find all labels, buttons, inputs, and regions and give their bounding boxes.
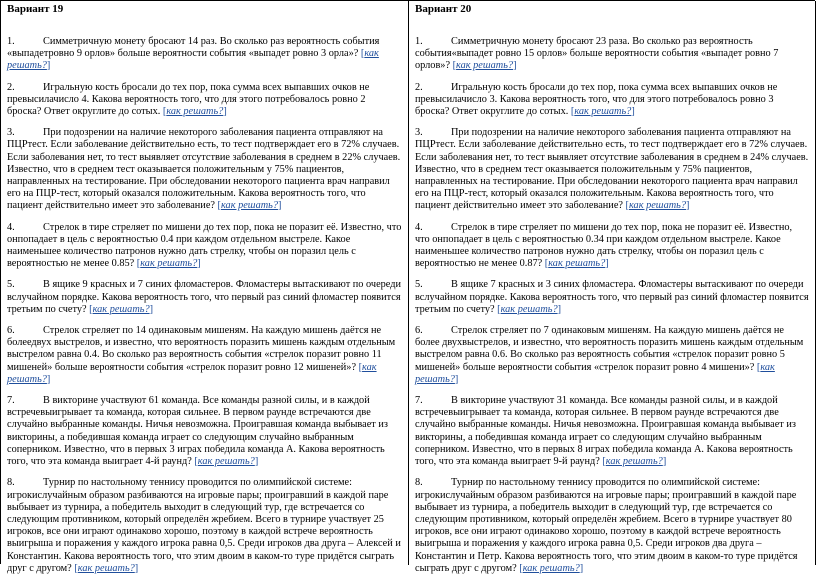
task-text: В викторине участвуют 61 команда. Все команды разной силы, и в каждой встречевыигрывает та команда, которая сильнее. В первом раунде встречаются две случайно выбранные команды. Ничья невозможна. Проигравшая команда выбывает из викторины, а победившая команда играет со следующим случайно выбранным соперником. Известно, что в первых 3 играх победила команда А. Какова вероятность того, что эта команда выиграет 4-й раунд? bbox=[7, 395, 388, 468]
task-text: При подозрении на наличие некоторого заболевания пациента отправляют на ПЦРтест. Если заболевание действительно есть, то тест подтверждает его в 72% случаев. Если заболевания нет, то тест выявляет отсутствие заболевания в среднем в 22% случаев. Известно, что в среднем тест оказывается положительным у 75% пациентов, направленных на тестирование. При обследовании некоторого пациента врач направил его на ПЦР-тест, который оказался положительным. Какова вероятность того, что пациент действительно имеет это заболевание? bbox=[7, 127, 401, 212]
variant-19-tasks bbox=[7, 36, 402, 575]
how-to-solve-link[interactable]: как решать? bbox=[548, 258, 606, 270]
task-item: 5. В ящике 7 красных и 3 синих фломастера. Фломастеры вытаскивают по очереди вслучайном порядке. Какова вероятность того, что первый раз синий фломастер появится третьим по счету? [как решать?] bbox=[415, 279, 809, 315]
variant-20-title: Вариант 20 bbox=[415, 3, 472, 15]
task-number: 1. bbox=[415, 36, 423, 47]
task-number: 8. bbox=[7, 477, 15, 489]
task-item: 3. При подозрении на наличие некоторого заболевания пациента отправляют на ПЦРтест. Если заболевание действительно есть, то тест подтверждает его в 72% случаев. Если заболевания нет, то тест выявляет отсутствие заболевания в среднем в 22% случаев. Известно, что в среднем тест оказывается положительным у 75% пациентов, направленных на тестирование. При обследовании некоторого пациента врач направил его на ПЦР-тест, который оказался положительным. Какова вероятность того, что пациент действительно имеет это заболевание? [как решать?] bbox=[7, 127, 401, 212]
task-item: 6. Стрелок стреляет по 14 одинаковым мишеням. На каждую мишень даётся не болеедвух выстрелов, и известно, что вероятность поразить мишень каждым отдельным выстрелом равна 0.4. Во сколько раз вероятность события «стрелок поразит ровно 11 мишеней» больше вероятности события «стрелок поразит ровно 12 мишеней»? [как решать?] bbox=[7, 325, 396, 385]
task-text: Турнир по настольному теннису проводится по олимпийской системе: игрокислучайным образом разбиваются на игровые пары; проигравший в каждой паре выбывает из турнира, а победитель выходит в следующий тур, где встречается со следующим противником, который определён жребием. Всего в турнире участвует 80 игроков, все они играют одинаково хорошо, поэтому в каждой встрече вероятность выигрыша и поражения у каждого игрока равна 0,5. Среди игроков два друга – Константин и Петр. Какова вероятность того, что этим двоим в каком-то туре придётся сыграть друг с другом? bbox=[415, 477, 798, 574]
how-to-solve-link[interactable]: как решать? bbox=[166, 106, 224, 118]
task-item: 4. Стрелок в тире стреляет по мишени до тех пор, пока не поразит её. Известно, что онпопадает в цель с вероятностью 0.34 при каждом отдельном выстреле. Какое наименьшее количество патронов нужно дать стрелку, чтобы он поразил цель с вероятностью не менее 0.87? [как решать?] bbox=[415, 221, 793, 270]
task-number: 4. bbox=[7, 221, 15, 233]
task-item: 8. Турнир по настольному теннису проводится по олимпийской системе: игрокислучайным образом разбиваются на игровые пары; проигравший в каждой паре выбывает из турнира, а победитель выходит в следующий тур, где встречается со следующим противником, который определён жребием. Всего в турнире участвует 80 игроков, все они играют одинаково хорошо, поэтому в каждой встрече вероятность выигрыша и поражения у каждого игрока равна 0,5. Среди игроков два друга – Константин и Петр. Какова вероятность того, что этим двоим в каком-то туре придётся сыграть друг с другом? [как решать?] bbox=[415, 477, 798, 574]
how-to-solve-link[interactable]: как решать? bbox=[415, 361, 775, 385]
task-number: 5. bbox=[7, 279, 15, 291]
task-text: Стрелок стреляет по 14 одинаковым мишеням. На каждую мишень даётся не болеедвух выстрелов, и известно, что вероятность поразить мишень каждым отдельным выстрелом равна 0.4. Во сколько раз вероятность события «стрелок поразит ровно 11 мишеней» больше вероятности события «стрелок поразит ровно 12 мишеней»? bbox=[7, 325, 396, 373]
variant-20-column bbox=[409, 1, 816, 574]
task-text: Игральную кость бросали до тех пор, пока сумма всех выпавших очков не превысилачисло 4. Какова вероятность того, что для этого потребовалось ровно 2 броска? Ответ округлите до сотых. bbox=[7, 81, 370, 118]
task-item: 7. В викторине участвуют 61 команда. Все команды разной силы, и в каждой встречевыигрывает та команда, которая сильнее. В первом раунде встречаются две случайно выбранные команды. Ничья невозможна. Проигравшая команда выбывает из викторины, а победившая команда играет со следующим случайно выбранным соперником. Известно, что в первых 3 играх победила команда А. Какова вероятность того, что эта команда выиграет 4-й раунд? [как решать?] bbox=[7, 395, 388, 468]
how-to-solve-link[interactable]: как решать? bbox=[220, 200, 278, 212]
how-to-solve-link[interactable]: как решать? bbox=[574, 106, 632, 118]
task-text: Стрелок в тире стреляет по мишени до тех пор, пока не поразит её. Известно, что онпопадает в цель с вероятностью 0.4 при каждом отдельном выстреле. Какое наименьшее количество патронов нужно дать стрелку, чтобы он поразил цель с вероятностью не менее 0.85? bbox=[7, 221, 402, 270]
variant-19-title: Вариант 19 bbox=[7, 3, 64, 15]
task-number: 8. bbox=[415, 477, 423, 489]
task-text: В ящике 7 красных и 3 синих фломастера. Фломастеры вытаскивают по очереди вслучайном порядке. Какова вероятность того, что первый раз синий фломастер появится третьим по счету? bbox=[415, 279, 809, 315]
task-number: 4. bbox=[415, 221, 423, 233]
task-text: При подозрении на наличие некоторого заболевания пациента отправляют на ПЦРтест. Если заболевание действительно есть, то тест подтверждает его в 72% случаев. Если заболевания нет, то тест выявляет отсутствие заболевания в среднем в 24% случаев. Известно, что в среднем тест оказывается положительным у 75% пациентов, направленных на тестирование. При обследовании некоторого пациента врач направил его на ПЦР-тест, который оказался положительным. Какова вероятность того, что пациент действительно имеет это заболевание? bbox=[415, 127, 809, 212]
task-text: В ящике 9 красных и 7 синих фломастеров. Фломастеры вытаскивают по очереди вслучайном порядке. Какова вероятность того, что первый раз синий фломастер появится третьим по счету? bbox=[7, 279, 401, 315]
task-number: 2. bbox=[7, 81, 15, 93]
task-item: 1. Симметричную монету бросают 23 раза. Во сколько раз вероятность события«выпадет ровно 15 орлов» больше вероятности события «выпадет ровно 7 орлов»? [как решать?] bbox=[415, 36, 779, 72]
how-to-solve-link[interactable]: как решать? bbox=[605, 456, 663, 468]
task-item: 1. Симметричную монету бросают 14 раз. Во сколько раз вероятность события «выпадетровно 9 орлов» больше вероятности события «выпадет ровно 3 орла»? [как решать?] bbox=[7, 36, 380, 72]
task-item: 7. В викторине участвуют 31 команда. Все команды разной силы, и в каждой встречевыигрывает та команда, которая сильнее. В первом раунде встречаются две случайно выбранные команды. Ничья невозможна. Проигравшая команда выбывает из викторины, а победившая команда играет со следующим случайно выбранным соперником. Известно, что в первых 8 играх победила команда А. Какова вероятность того, что эта команда выиграет 9-й раунд? [как решать?] bbox=[415, 395, 796, 468]
how-to-solve-link[interactable]: как решать? bbox=[197, 456, 255, 468]
task-item: 2. Игральную кость бросали до тех пор, пока сумма всех выпавших очков не превысилачисло 4. Какова вероятность того, что для этого потребовалось ровно 2 броска? Ответ округлите до сотых. [как решать?] bbox=[7, 81, 370, 118]
task-number: 3. bbox=[415, 127, 423, 139]
how-to-solve-link[interactable]: как решать? bbox=[628, 200, 686, 212]
how-to-solve-link[interactable]: как решать? bbox=[77, 562, 135, 574]
how-to-solve-link[interactable]: как решать? bbox=[92, 303, 150, 315]
task-item: 6. Стрелок стреляет по 7 одинаковым мишеням. На каждую мишень даётся не более двухвыстрелов, и известно, что вероятность поразить мишень каждым отдельным выстрелом равна 0.6. Во сколько раз вероятность события «стрелок поразит ровно 5 мишеней» больше вероятности события «стрелок поразит ровно 4 мишени»? [как решать?] bbox=[415, 325, 804, 385]
task-number: 5. bbox=[415, 279, 423, 291]
how-to-solve-link[interactable]: как решать? bbox=[7, 48, 379, 72]
task-number: 3. bbox=[7, 127, 15, 139]
how-to-solve-link[interactable]: как решать? bbox=[522, 562, 580, 574]
task-number: 6. bbox=[415, 325, 423, 337]
variant-20-tasks bbox=[415, 36, 809, 575]
variant-19-column bbox=[1, 1, 409, 574]
how-to-solve-link[interactable]: как решать? bbox=[7, 361, 377, 385]
task-text: Симметричную монету бросают 14 раз. Во сколько раз вероятность события «выпадетровно 9 орлов» больше вероятности события «выпадет ровно 3 орла»? bbox=[7, 36, 380, 60]
task-item: 5. В ящике 9 красных и 7 синих фломастеров. Фломастеры вытаскивают по очереди вслучайном порядке. Какова вероятность того, что первый раз синий фломастер появится третьим по счету? [как решать?] bbox=[7, 279, 401, 315]
task-text: Стрелок в тире стреляет по мишени до тех пор, пока не поразит её. Известно, что онпопадает в цель с вероятностью 0.34 при каждом отдельном выстреле. Какое наименьшее количество патронов нужно дать стрелку, чтобы он поразил цель с вероятностью не менее 0.87? bbox=[415, 221, 793, 270]
task-number: 2. bbox=[415, 81, 423, 93]
task-number: 7. bbox=[7, 395, 15, 407]
task-text: Турнир по настольному теннису проводится по олимпийской системе: игрокислучайным образом разбиваются на игровые пары; проигравший в каждой паре выбывает из турнира, а победитель выходит в следующий тур, где встречается со следующим противником, который определён жребием. Всего в турнире участвует 25 игроков, все они играют одинаково хорошо, поэтому в каждой встрече вероятность выигрыша и поражения у каждого игрока равна 0,5. Среди игроков два друга – Алексей и Константин. Какова вероятность того, что этим двоим в каком-то туре придётся сыграть друг с другом? bbox=[7, 477, 401, 574]
task-item: 8. Турнир по настольному теннису проводится по олимпийской системе: игрокислучайным образом разбиваются на игровые пары; проигравший в каждой паре выбывает из турнира, а победитель выходит в следующий тур, где встречается со следующим противником, который определён жребием. Всего в турнире участвует 25 игроков, все они играют одинаково хорошо, поэтому в каждой встрече вероятность выигрыша и поражения у каждого игрока равна 0,5. Среди игроков два друга – Алексей и Константин. Какова вероятность того, что этим двоим в каком-то туре придётся сыграть друг с другом? [как решать?] bbox=[7, 477, 401, 574]
task-text: Симметричную монету бросают 23 раза. Во сколько раз вероятность события«выпадет ровно 15 орлов» больше вероятности события «выпадет ровно 7 орлов»? bbox=[415, 36, 779, 72]
how-to-solve-link[interactable]: как решать? bbox=[456, 60, 514, 72]
task-number: 1. bbox=[7, 36, 15, 47]
task-item: 4. Стрелок в тире стреляет по мишени до тех пор, пока не поразит её. Известно, что онпопадает в цель с вероятностью 0.4 при каждом отдельном выстреле. Какое наименьшее количество патронов нужно дать стрелку, чтобы он поразил цель с вероятностью не менее 0.85? [как решать?] bbox=[7, 221, 402, 270]
task-text: Игральную кость бросали до тех пор, пока сумма всех выпавших очков не превысилачисло 3. Какова вероятность того, что для этого потребовалось ровно 3 броска? Ответ округлите до сотых. bbox=[415, 81, 778, 118]
task-number: 7. bbox=[415, 395, 423, 407]
how-to-solve-link[interactable]: как решать? bbox=[500, 303, 558, 315]
task-text: В викторине участвуют 31 команда. Все команды разной силы, и в каждой встречевыигрывает та команда, которая сильнее. В первом раунде встречаются две случайно выбранные команды. Ничья невозможна. Проигравшая команда выбывает из викторины, а победившая команда играет со следующим случайно выбранным соперником. Известно, что в первых 8 играх победила команда А. Какова вероятность того, что эта команда выиграет 9-й раунд? bbox=[415, 395, 796, 468]
task-item: 3. При подозрении на наличие некоторого заболевания пациента отправляют на ПЦРтест. Если заболевание действительно есть, то тест подтверждает его в 72% случаев. Если заболевания нет, то тест выявляет отсутствие заболевания в среднем в 24% случаев. Известно, что в среднем тест оказывается положительным у 75% пациентов, направленных на тестирование. При обследовании некоторого пациента врач направил его на ПЦР-тест, который оказался положительным. Какова вероятность того, что пациент действительно имеет это заболевание? [как решать?] bbox=[415, 127, 809, 212]
how-to-solve-link[interactable]: как решать? bbox=[140, 258, 198, 270]
task-text: Стрелок стреляет по 7 одинаковым мишеням. На каждую мишень даётся не более двухвыстрелов, и известно, что вероятность поразить мишень каждым отдельным выстрелом равна 0.6. Во сколько раз вероятность события «стрелок поразит ровно 5 мишеней» больше вероятности события «стрелок поразит ровно 4 мишени»? bbox=[415, 325, 804, 373]
task-number: 6. bbox=[7, 325, 15, 337]
task-item: 2. Игральную кость бросали до тех пор, пока сумма всех выпавших очков не превысилачисло 3. Какова вероятность того, что для этого потребовалось ровно 3 броска? Ответ округлите до сотых. [как решать?] bbox=[415, 81, 778, 118]
